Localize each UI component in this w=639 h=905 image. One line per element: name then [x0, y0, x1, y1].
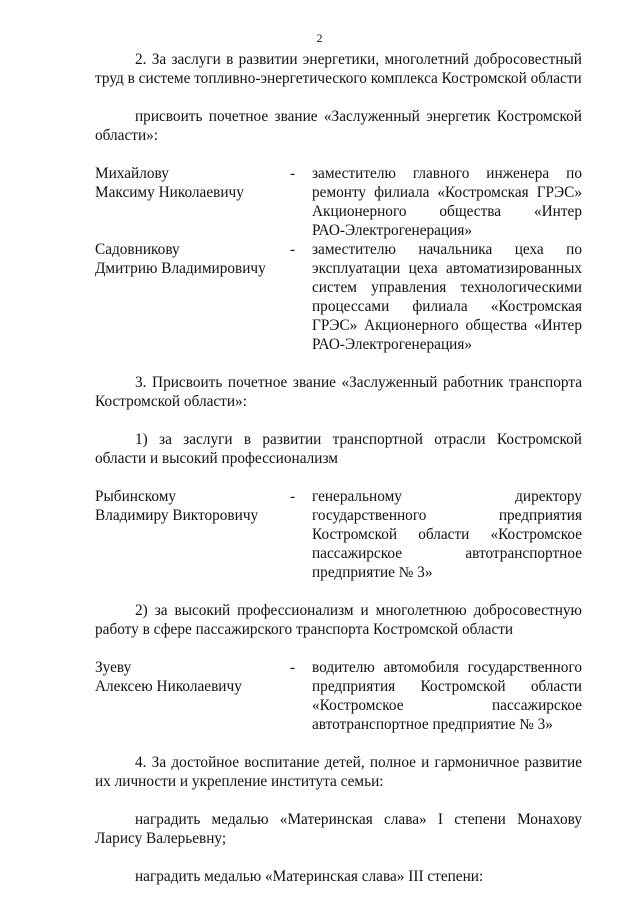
person-position: генеральному директору государственного предприятия Костромской области «Костромское пассажирское автотранспортное предприятие № 3» — [312, 488, 582, 581]
assign-energetic-paragraph: присвоить почетное звание «Заслуженный энергетик Костромской области»: — [95, 108, 582, 144]
person-name: Рыбинскому Владимиру Викторовичу — [95, 488, 259, 524]
person-position: заместителю главного инженера по ремонту филиала «Костромская ГРЭС» Акционерного общества «Интер РАО-Электрогенерация» — [312, 165, 582, 239]
paragraph-3: 3. Присвоить почетное звание «Заслуженный работник транспорта Костромской области»: — [95, 374, 582, 410]
energetic-entry-1 — [95, 164, 582, 240]
paragraph-2: 2. За заслуги в развитии энергетики, многолетний добросовестный труд в системе топливно-энергетического комплекса Костромской области — [95, 51, 582, 87]
page-number: 2 — [316, 31, 323, 45]
document-body — [95, 50, 582, 886]
transport-entry-2 — [95, 658, 582, 734]
person-position: заместителю начальника цеха по эксплуатации цеха автоматизированных систем управления технологическими процессами филиала «Костромская ГРЭС» Акционерного общества «Интер РАО-Электрогенерация» — [312, 241, 582, 353]
person-name: Михайлову Максиму Николаевичу — [95, 165, 244, 201]
transport-entry-1 — [95, 487, 582, 582]
dash: - — [290, 659, 296, 676]
paragraph-4: 4. За достойное воспитание детей, полное и гармоничное развитие их личности и укрепление института семьи: — [95, 754, 582, 790]
person-position: водителю автомобиля государственного предприятия Костромской области «Костромское пассажирское автотранспортное предприятие № 3» — [312, 659, 582, 733]
dash: - — [290, 488, 296, 505]
paragraph-3-1: 1) за заслуги в развитии транспортной отрасли Костромской области и высокий профессионализм — [95, 431, 582, 467]
paragraph-3-2: 2) за высокий профессионализм и многолетнюю добросовестную работу в сфере пассажирского транспорта Костромской области — [95, 602, 582, 638]
dash: - — [290, 165, 296, 182]
dash: - — [290, 241, 296, 258]
award-first-degree: наградить медалью «Материнская слава» I степени Монахову Ларису Валерьевну; — [95, 811, 582, 847]
award-third-degree: наградить медалью «Материнская слава» III степени: — [135, 868, 484, 885]
person-name: Садовникову Дмитрию Владимировичу — [95, 241, 266, 277]
person-name: Зуеву Алексею Николаевичу — [95, 659, 242, 695]
energetic-entry-2 — [95, 240, 582, 354]
